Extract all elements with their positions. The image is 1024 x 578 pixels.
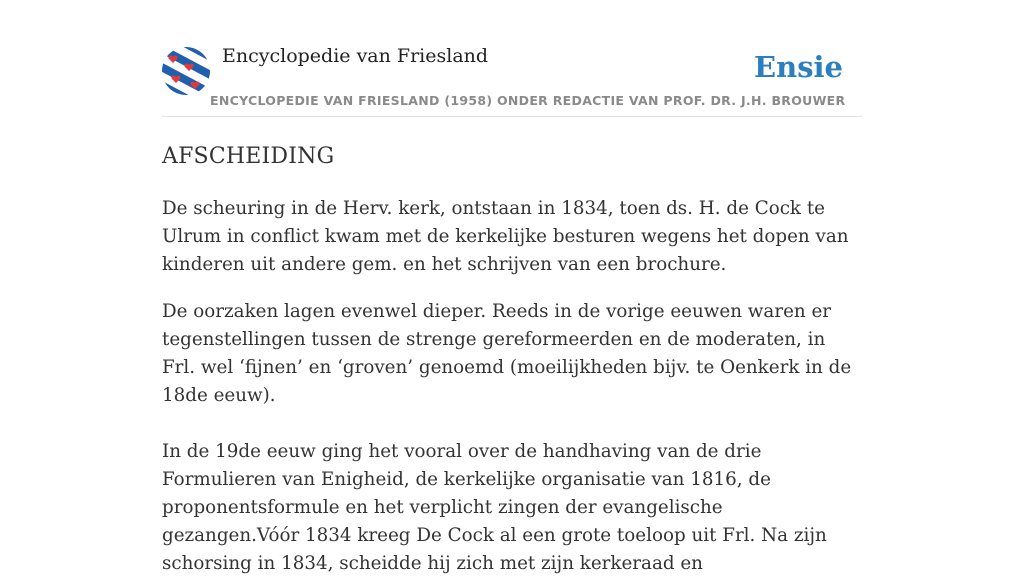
- article-paragraph-3: In de 19de eeuw ging het vooral over de handhaving van de drie Formulieren van Enigheid, de kerkelijke organisatie van 1816, de proponentsformule en het verplicht zingen der evangelische gezangen.Vóór 1834 kreeg De Cock al een grote toeloop uit Frl. Na zijn schorsing in 1834, scheidde hij zich met zijn kerkeraad en: [162, 441, 827, 574]
- article-paragraph-1: De scheuring in de Herv. kerk, ontstaan in 1834, toen ds. H. de Cock te Ulrum in conflict kwam met de kerkelijke besturen wegens het dopen van kinderen uit andere gem. en het schrijven van een brochure.: [162, 198, 849, 275]
- site-subtitle: ENCYCLOPEDIE VAN FRIESLAND (1958) ONDER REDACTIE VAN PROF. DR. J.H. BROUWER: [210, 93, 846, 108]
- site-header: [162, 0, 862, 117]
- article-title: AFSCHEIDING: [162, 144, 335, 169]
- content-column: [162, 0, 862, 578]
- brand-logo[interactable]: Ensie: [754, 50, 843, 84]
- article-paragraph-2: De oorzaken lagen evenwel dieper. Reeds in de vorige eeuwen waren er tegenstellingen tussen de strenge gereformeerden en de moderaten, in Frl. wel ‘fijnen’ en ‘groven’ genoemd (moeilijkheden bijv. te Oenkerk in de 18de eeuw).: [162, 301, 852, 406]
- site-title[interactable]: Encyclopedie van Friesland: [222, 45, 489, 67]
- frisian-flag-logo-icon[interactable]: [162, 47, 210, 95]
